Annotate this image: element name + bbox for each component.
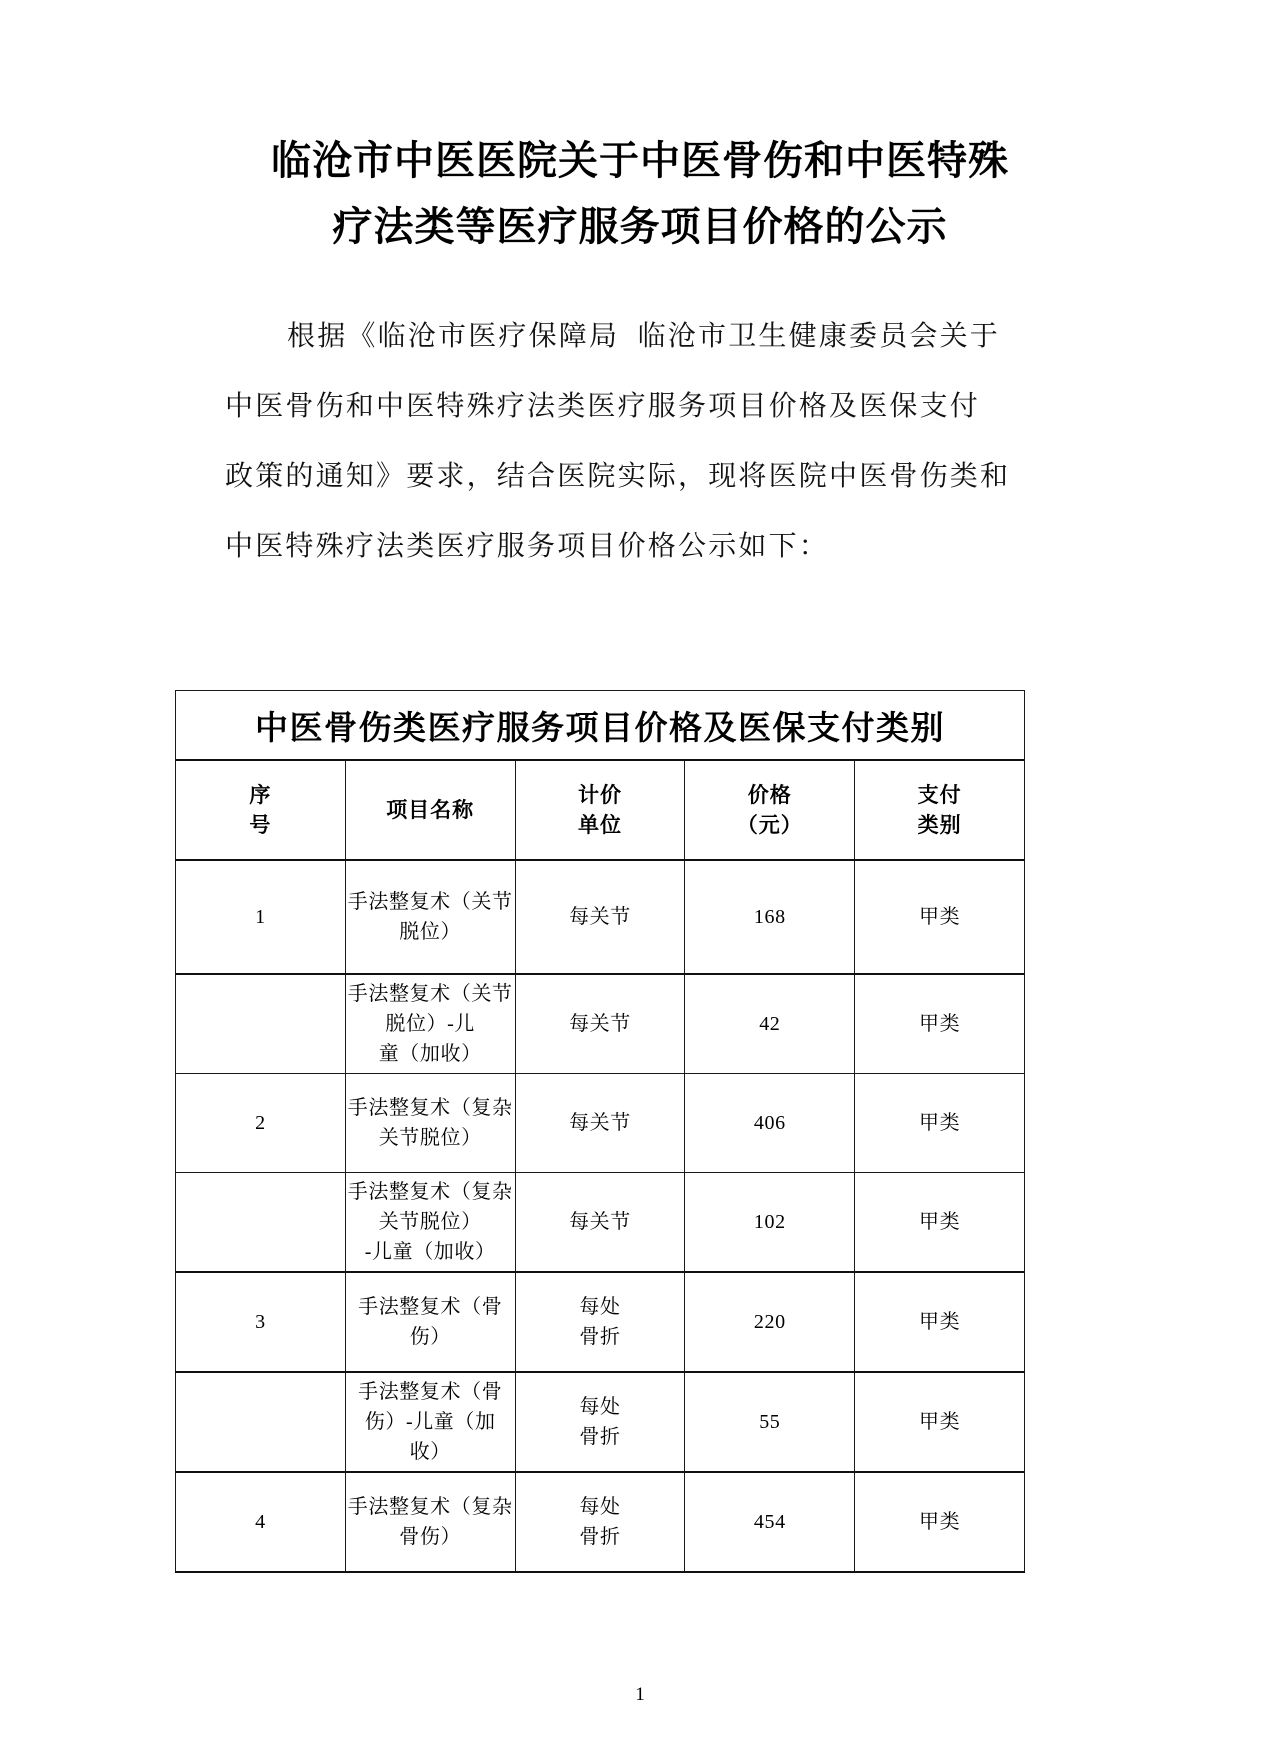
- row-unit-line: 每关节: [569, 1211, 631, 1233]
- price-table-container: [175, 690, 1025, 1573]
- column-header-item-name: 项目名称: [345, 760, 515, 860]
- row-item-name-line: 手法整复术（复杂: [347, 1097, 513, 1119]
- price-table: [175, 690, 1025, 1573]
- row-sequence: 2: [176, 1074, 346, 1173]
- row-unit: [515, 860, 685, 974]
- column-header-unit-line-2: 单位: [577, 813, 622, 837]
- row-item-name-line: 手法整复术（复杂关节脱位）: [347, 1181, 513, 1233]
- table-row: [176, 1074, 1025, 1173]
- row-payment-category: 甲类: [855, 1074, 1025, 1173]
- column-header-price-line-1: 价格: [747, 782, 792, 807]
- table-row: [176, 974, 1025, 1074]
- table-row: [176, 1372, 1025, 1472]
- column-header-payment-line-2: 类别: [917, 813, 962, 837]
- row-sequence: 3: [176, 1272, 346, 1372]
- row-item-name: [345, 1272, 515, 1372]
- page-number: 1: [635, 1684, 645, 1705]
- row-sequence: 4: [176, 1472, 346, 1572]
- table-row: [176, 860, 1025, 974]
- row-sequence: [176, 1372, 346, 1472]
- row-sequence: [176, 1173, 346, 1273]
- column-header-price: [685, 760, 855, 860]
- row-item-name: [345, 1372, 515, 1472]
- row-unit: [515, 1074, 685, 1173]
- page-title: [0, 0, 1280, 260]
- column-header-unit: [515, 760, 685, 860]
- row-unit: [515, 974, 685, 1074]
- row-sequence: 1: [176, 860, 346, 974]
- row-unit-line: 骨折: [579, 1326, 621, 1348]
- intro-paragraph-line-3: 政策的通知》要求，结合医院实际，现将医院中医骨伤类和: [225, 461, 1011, 492]
- table-row: [176, 1472, 1025, 1572]
- row-unit-line: 每关节: [569, 1112, 631, 1134]
- table-caption: 中医骨伤类医疗服务项目价格及医保支付类别: [176, 691, 1025, 761]
- row-item-name-line: 手法整复术（骨伤）: [358, 1296, 503, 1348]
- row-payment-category: 甲类: [855, 1173, 1025, 1273]
- row-unit-line: 每关节: [569, 1013, 631, 1035]
- row-item-name: [345, 1173, 515, 1273]
- row-item-name-line: 手法整复术（复杂骨伤）: [347, 1496, 513, 1548]
- table-caption-row: [176, 691, 1025, 761]
- column-header-payment-line-1: 支付: [917, 782, 962, 807]
- row-price: 55: [685, 1372, 855, 1472]
- row-payment-category: 甲类: [855, 860, 1025, 974]
- page-title-line-1: 临沧市中医医院关于中医骨伤和中医特殊: [271, 138, 1009, 183]
- row-payment-category: 甲类: [855, 1272, 1025, 1372]
- intro-paragraph: [225, 260, 1055, 582]
- table-row: [176, 1173, 1025, 1273]
- row-item-name-line: 手法整复术（关节脱位）: [347, 891, 513, 943]
- row-item-name-line: 手法整复术（骨伤）-儿童（加: [358, 1381, 503, 1433]
- row-price: 168: [685, 860, 855, 974]
- row-unit-line: 骨折: [579, 1526, 621, 1548]
- row-item-name: [345, 1074, 515, 1173]
- row-unit: [515, 1272, 685, 1372]
- row-price: 454: [685, 1472, 855, 1572]
- row-item-name-line: 手法整复术（关节脱位）-儿: [347, 983, 513, 1035]
- row-item-name-line: 关节脱位）: [378, 1127, 482, 1149]
- column-header-payment-category: [855, 760, 1025, 860]
- row-item-name-line: -儿童（加收）: [364, 1241, 496, 1263]
- row-unit-line: 每处: [579, 1496, 621, 1518]
- row-item-name: [345, 860, 515, 974]
- column-header-price-line-2: （元）: [736, 813, 803, 837]
- row-unit-line: 每处: [579, 1396, 621, 1418]
- row-unit-line: 每处: [579, 1296, 621, 1318]
- table-row: [176, 1272, 1025, 1372]
- row-item-name-line: 童（加收）: [378, 1043, 482, 1065]
- row-unit-line: 每关节: [569, 906, 631, 928]
- page-title-line-2: 疗法类等医疗服务项目价格的公示: [332, 204, 948, 249]
- column-header-sequence: [176, 760, 346, 860]
- table-header-row: [176, 760, 1025, 860]
- row-payment-category: 甲类: [855, 1472, 1025, 1572]
- row-item-name: [345, 974, 515, 1074]
- intro-paragraph-line-4: 中医特殊疗法类医疗服务项目价格公示如下：: [225, 531, 830, 562]
- row-payment-category: 甲类: [855, 974, 1025, 1074]
- row-unit: [515, 1372, 685, 1472]
- intro-paragraph-line-2: 中医骨伤和中医特殊疗法类医疗服务项目价格及医保支付: [225, 391, 981, 422]
- row-price: 406: [685, 1074, 855, 1173]
- row-unit: [515, 1173, 685, 1273]
- intro-paragraph-line-1: 根据《临沧市医疗保障局 临沧市卫生健康委员会关于: [287, 321, 1001, 352]
- row-payment-category: 甲类: [855, 1372, 1025, 1472]
- row-unit: [515, 1472, 685, 1572]
- row-price: 42: [685, 974, 855, 1074]
- column-header-sequence-line-2: 号: [249, 813, 272, 837]
- column-header-unit-line-1: 计价: [577, 782, 622, 807]
- row-unit-line: 骨折: [579, 1426, 621, 1448]
- row-sequence: [176, 974, 346, 1074]
- row-item-name-line: 收）: [409, 1441, 451, 1463]
- row-price: 102: [685, 1173, 855, 1273]
- column-header-sequence-line-1: 序: [249, 782, 272, 807]
- row-price: 220: [685, 1272, 855, 1372]
- row-item-name: [345, 1472, 515, 1572]
